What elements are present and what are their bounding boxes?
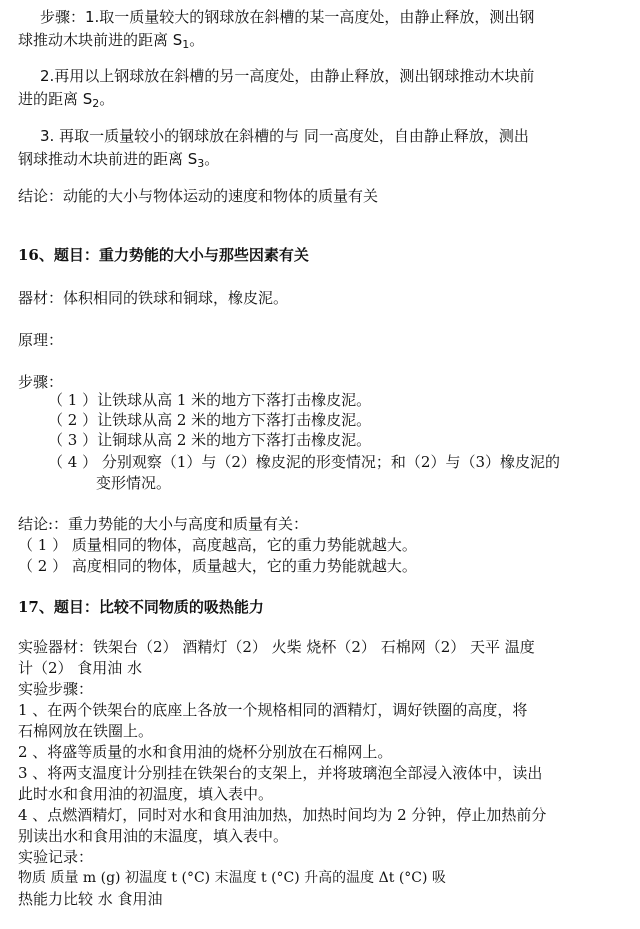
section-17-step-4-cont: 别读出水和食用油的末温度，填入表中。	[18, 827, 289, 845]
section-16-conclusion-1: （ 1 ） 质量相同的物体，高度越高，它的重力势能就越大。	[18, 536, 417, 554]
section-17-equipment-line-1: 实验器材：铁架台（2） 酒精灯（2） 火柴 烧杯（2） 石棉网（2） 天平 温度	[18, 638, 535, 656]
section-17-step-1: 1 、在两个铁架台的底座上各放一个规格相同的酒精灯，调好铁圈的高度，将	[18, 701, 528, 719]
section-16-steps-label: 步骤：	[18, 373, 64, 391]
section-17-step-4: 4 、点燃酒精灯，同时对水和食用油加热，加热时间均为 2 分钟，停止加热前分	[18, 806, 547, 824]
step-1-line-2: 球推动木块前进的距离 $S_1$。	[18, 31, 205, 51]
section-17-step-3-cont: 此时水和食用油的初温度，填入表中。	[18, 785, 274, 803]
step-2-line-2: 进的距离 $S_2$。	[18, 90, 115, 110]
section-17-step-2: 2 、将盛等质量的水和食用油的烧杯分别放在石棉网上。	[18, 743, 393, 761]
section-17-record-label: 实验记录：	[18, 848, 94, 866]
section-17-step-1-cont: 石棉网放在铁圈上。	[18, 722, 154, 740]
section-16-step-3: （ 3 ）让铜球从高 2 米的地方下落打击橡皮泥。	[48, 431, 372, 449]
step-3-line-1: 3. 再取一质量较小的钢球放在斜槽的与 同一高度处，自由静止释放，测出	[40, 127, 529, 145]
section-16-step-4-cont: 变形情况。	[96, 474, 172, 492]
kinetic-conclusion: 结论：动能的大小与物体运动的速度和物体的质量有关	[18, 187, 379, 205]
section-16-step-2: （ 2 ）让铁球从高 2 米的地方下落打击橡皮泥。	[48, 411, 372, 429]
subscript-2: 2	[92, 97, 100, 110]
section-16-step-1: （ 1 ）让铁球从高 1 米的地方下落打击橡皮泥。	[48, 391, 372, 409]
section-17-steps-label: 实验步骤：	[18, 680, 94, 698]
subscript-3: 3	[197, 157, 205, 170]
section-16-materials: 器材：体积相同的铁球和铜球，橡皮泥。	[18, 289, 289, 307]
section-16-conclusion-label: 结论:：重力势能的大小与高度和质量有关：	[18, 515, 309, 533]
section-17-table-row-2: 热能力比较 水 食用油	[18, 890, 163, 908]
step-2-line-1: 2.再用以上钢球放在斜槽的另一高度处，由静止释放，测出钢球推动木块前	[40, 67, 535, 85]
section-17-title: 17、题目：比较不同物质的吸热能力	[18, 598, 264, 616]
section-17-step-3: 3 、将两支温度计分别挂在铁架台的支架上，并将玻璃泡全部浸入液体中，读出	[18, 764, 543, 782]
section-16-title: 16、题目：重力势能的大小与那些因素有关	[18, 246, 309, 264]
step-1-line-1: 步骤：1.取一质量较大的钢球放在斜槽的某一高度处，由静止释放，测出钢	[40, 8, 535, 26]
section-16-conclusion-2: （ 2 ） 高度相同的物体，质量越大，它的重力势能就越大。	[18, 557, 417, 575]
section-16-principle: 原理：	[18, 331, 64, 349]
section-17-table-row-1: 物质 质量 m (g) 初温度 t (°C) 末温度 t (°C) 升高的温度 Δt (°C) 吸	[18, 870, 446, 886]
section-17-equipment-line-2: 计（2） 食用油 水	[18, 659, 143, 677]
subscript-1: 1	[182, 38, 190, 51]
section-16-step-4: （ 4 ） 分别观察（1）与（2）橡皮泥的形变情况；和（2）与（3）橡皮泥的	[48, 453, 561, 471]
step-3-line-2: 钢球推动木块前进的距离 $S_3$。	[18, 150, 220, 170]
